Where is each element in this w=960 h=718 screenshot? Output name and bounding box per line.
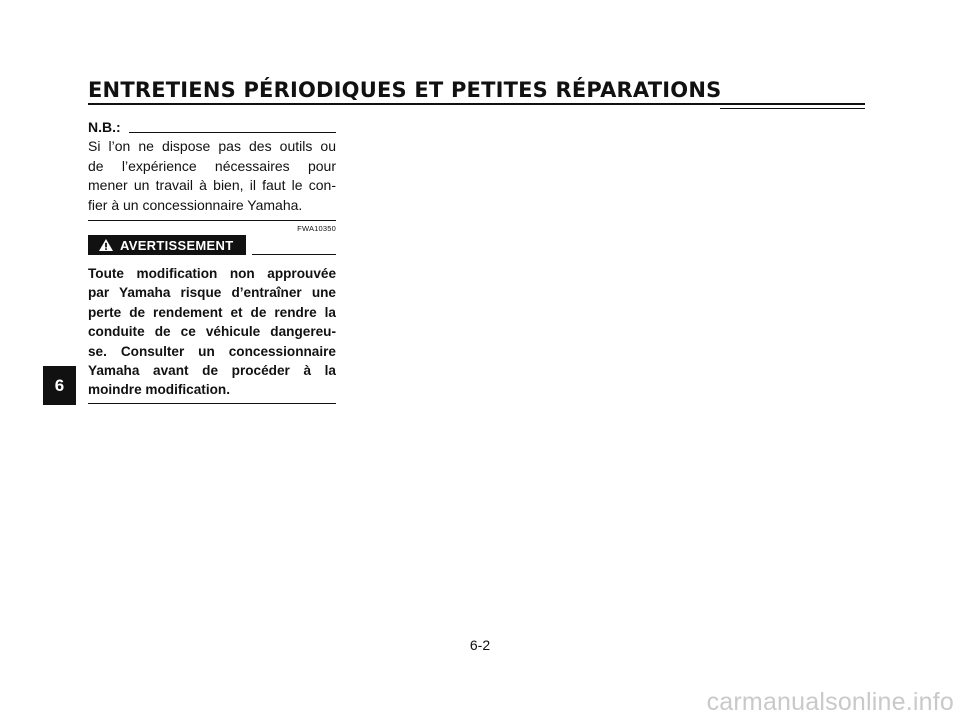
chapter-tab: 6 [43,366,76,405]
note-heading [88,116,336,136]
note-line: fier à un concessionnaire Yamaha. [88,196,303,213]
warning-code: FWA10350 [297,224,336,233]
warning-triangle-icon [98,238,114,252]
note-heading-rule [129,132,336,133]
warning-heading [88,235,336,255]
content-column [88,116,336,404]
warning-heading-rule [252,254,336,255]
warning-line: Yamaha avant de procéder à la [88,363,336,379]
header-rule [88,103,865,105]
page-title: ENTRETIENS PÉRIODIQUES ET PETITES RÉPARATIONS [88,78,722,102]
watermark: carmanualsonline.info [706,688,954,716]
note-line: mener un travail à bien, il faut le con- [88,177,336,193]
warning-end-rule [88,403,336,404]
note-label: N.B.: [88,119,121,135]
note-line: Si l’on ne dispose pas des outils ou [88,138,336,154]
note-text [88,137,336,215]
warning-badge [88,235,246,255]
page-number: 6-2 [469,637,491,653]
warning-label: AVERTISSEMENT [120,237,234,253]
note-line: de l’expérience nécessaires pour [88,157,336,174]
warning-line: moindre modification. [88,382,230,398]
header-rule-thin [720,108,865,109]
warning-line: par Yamaha risque d’entraîner une [88,285,336,301]
warning-line: Toute modification non approuvée [88,266,336,281]
warning-line: conduite de ce véhicule dangereu- [88,324,336,340]
note-end-rule [88,220,336,221]
warning-text [88,264,336,400]
warning-line: perte de rendement et de rendre la [88,304,336,320]
warning-line: se. Consulter un concessionnaire [88,343,336,359]
